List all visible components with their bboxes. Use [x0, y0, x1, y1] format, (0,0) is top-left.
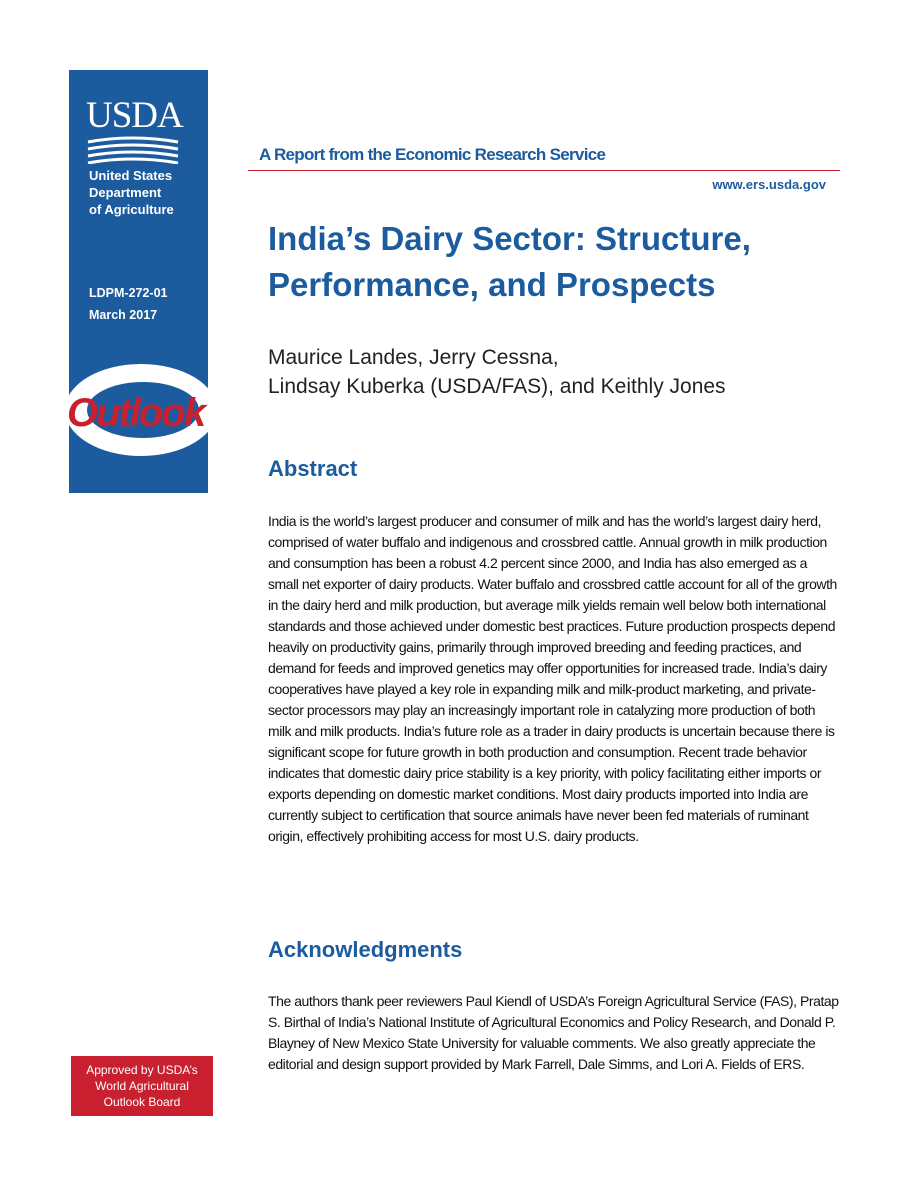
- abstract-heading: Abstract: [268, 456, 358, 481]
- author-list: Maurice Landes, Jerry Cessna, Lindsay Kuberka (USDA/FAS), and Keithly Jones: [268, 346, 726, 398]
- acknowledgments-text: The authors thank peer reviewers Paul Kiendl of USDA’s Foreign Agricultural Service (FAS), Pratap S. Birthal of India’s National Institute of Agricultural Economics and Policy Research, and Donald P. Blayney of New Mexico State University for valuable comments. We also greatly appreciate the editorial and design support provided by Mark Farrell, Dale Simms, and Lori A. Fields of ERS.: [268, 993, 839, 1072]
- report-date: March 2017: [89, 308, 158, 322]
- usda-landscape-icon: [86, 136, 180, 164]
- report-meta: [89, 282, 168, 326]
- abstract-text: India is the world’s largest producer and consumer of milk and has the world’s largest dairy herd, comprised of water buffalo and indigenous and crossbred cattle. Annual growth in milk production and consumption has been a robust 4.2 percent since 2000, and India has also emerged as a small net exporter of dairy products. Water buffalo and crossbred cattle account for all of the growth in the dairy herd and milk production, but average milk yields remain well below both international standards and those achieved under domestic best practices. Future production prospects depend heavily on productivity gains, primarily through improved breeding and feeding practices, and demand for feeds and improved genetics may offer opportunities for increased trade. India’s dairy cooperatives have played a key role in expanding milk and milk-product marketing, and private-sector processors may play an increasingly important role in catalyzing more production of both milk and milk products. India’s future role as a trader in dairy products is uncertain because there is significant scope for future growth in both production and consumption. Recent trade behavior indicates that domestic dairy price stability is a key priority, with policy facilitating either imports or exports depending on domestic market conditions. Most dairy products imported into India are currently subject to certification that source animals have never been fed materials of ruminant origin, effectively prohibiting access for most U.S. dairy products.: [268, 513, 837, 844]
- acknowledgments-heading: Acknowledgments: [268, 937, 463, 962]
- website-link[interactable]: www.ers.usda.gov: [712, 177, 826, 192]
- usda-logo-text: USDA: [86, 95, 183, 136]
- outlook-label: Outlook: [67, 391, 205, 435]
- approval-badge: Approved by USDA’s World Agricultural Outlook Board: [71, 1056, 213, 1116]
- sidebar-band: [69, 70, 208, 493]
- header-divider: [248, 170, 840, 171]
- report-source-line: A Report from the Economic Research Service: [259, 145, 606, 164]
- outlook-logo: [69, 358, 208, 458]
- department-name: United States Department of Agriculture: [89, 168, 174, 217]
- page-title: India’s Dairy Sector: Structure, Performance, and Prospects: [268, 220, 751, 303]
- usda-logo: [86, 95, 183, 164]
- report-number: LDPM-272-01: [89, 286, 168, 300]
